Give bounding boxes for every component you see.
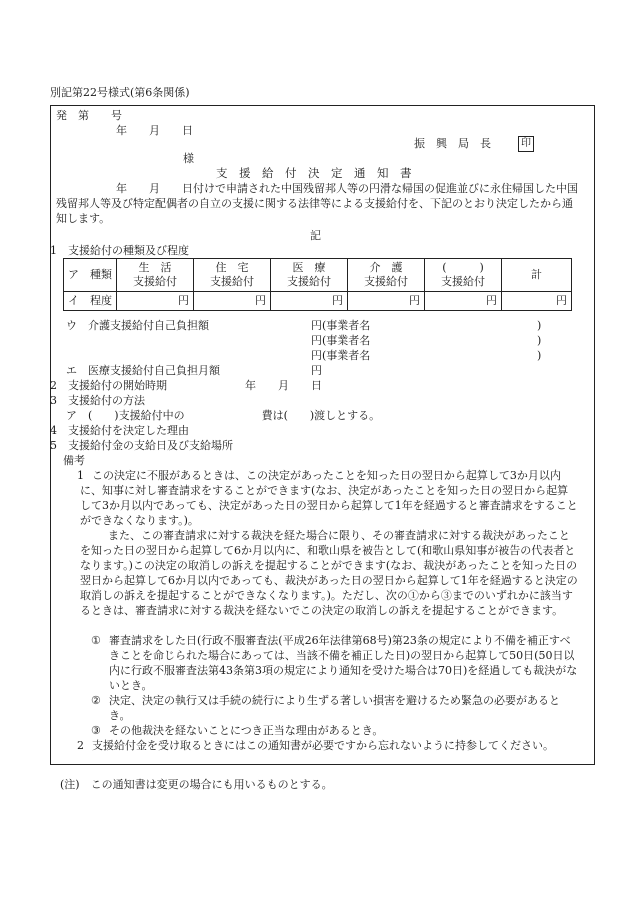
sub-item-3-text: その他裁決を経ないことにつき正当な理由があるとき。 xyxy=(109,724,384,737)
close-paren: ) xyxy=(537,349,542,362)
sub-item-number: ③ xyxy=(91,724,101,737)
section2-date: 年 月 日 xyxy=(245,379,322,392)
row-label-degree: イ 程度 xyxy=(64,292,117,311)
addressee-suffix: 様 xyxy=(183,152,194,165)
section5-heading: 5 支援給付金の支給日及び支給場所 xyxy=(50,439,233,452)
provider-line: 円(事業者名 xyxy=(311,334,371,347)
issuer: 振 興 局 長 xyxy=(414,137,491,150)
kinds-table xyxy=(63,258,572,311)
sub-item-2-text: 決定、決定の執行又は手続の続行により生ずる著しい損害を避けるため緊急の必要があるとき。 xyxy=(109,694,560,722)
medical-self-pay-value: 円 xyxy=(311,364,322,377)
intro-paragraph: 年 月 日付けで申請された中国残留邦人等の円滑な帰国の促進並びに永住帰国した中国残留邦人等及び特定配偶者の自立の支援に関する法律等による支援給付を、下記のとおり決定したから通知します。 xyxy=(56,182,578,225)
close-paren: ) xyxy=(537,334,542,347)
medical-self-pay-label: エ 医療支援給付自己負担月額 xyxy=(66,364,220,377)
section3-heading: 3 支援給付の方法 xyxy=(50,394,145,407)
yen-cell: 円 xyxy=(271,292,348,311)
remark-number: 2 xyxy=(77,739,84,752)
issue-number: 発 第 号 xyxy=(56,109,122,122)
yen-cell: 円 xyxy=(194,292,271,311)
yen-cell: 円 xyxy=(348,292,425,311)
sub-item-number: ① xyxy=(91,634,101,647)
provider-line: 円(事業者名 xyxy=(311,319,371,332)
section1-heading: 1 支援給付の種類及び程度 xyxy=(50,244,189,257)
sub-item-number: ② xyxy=(91,694,101,707)
close-paren: ) xyxy=(537,319,542,332)
kinds-row xyxy=(64,259,572,292)
col-livelihood: 生 活 支援給付 xyxy=(117,259,194,292)
sub-item-1-text: 審査請求をした日(行政不服審査法(平成26年法律第68号)第23条の規定により不備を補正すべきことを命じられた場合にあっては、当該不備を補正した日)の翌日から起算して50日(50日以内に行政不服審査法第43条第3項の規定により通知を受けた場合は70日)を経過しても裁決がないとき。 xyxy=(109,634,578,692)
section2-label: 2 支援給付の開始時期 xyxy=(50,379,167,392)
col-nursing: 介 護 支援給付 xyxy=(348,259,425,292)
remark-1-paragraph-1: この決定に不服があるときは、この決定があったことを知った日の翌日から起算して3か月以内に、知事に対し審査請求をすることができます(なお、決定があったことを知った日の翌日から起算して3か月以内であっても、決定があった日の翌日から起算して1年を経過すると審査請求をすることができなくなります。)。 xyxy=(80,469,578,527)
row-label-kind: ア 種類 xyxy=(64,259,117,292)
yen-cell: 円 xyxy=(425,292,502,311)
nursing-self-pay-label: ウ 介護支援給付自己負担額 xyxy=(66,319,209,332)
seal-mark: 印 xyxy=(518,136,534,152)
footer-note: (注) この通知書は変更の場合にも用いるものとする。 xyxy=(60,778,333,791)
col-other: ( ) 支援給付 xyxy=(425,259,502,292)
form-label: 別記第22号様式(第6条関係) xyxy=(50,86,190,99)
document-title: 支 援 給 付 決 定 通 知 書 xyxy=(216,166,412,180)
col-housing: 住 宅 支援給付 xyxy=(194,259,271,292)
remark-1-paragraph-2: また、この審査請求に対する裁決を経た場合に限り、その審査請求に対する裁決があったことを知った日の翌日から起算して6か月以内に、和歌山県を被告として(和歌山県知事が被告の代表者となります。)この決定の取消しの訴えを提起することができます(なお、裁決があったことを知った日の翌日から起算して6か月以内であっても、裁決があった日の翌日から起算して1年を経過すると決定の取消しの訴えを提起することができなくなります。)。ただし、次の①から③までのいずれかに該当するときは、審査請求に対する裁決を経ないでこの決定の取消しの訴えを提起することができます。 xyxy=(80,529,578,617)
remark-2-text: 支援給付金を受け取るときにはこの通知書が必要ですから忘れないように持参してください。 xyxy=(92,739,554,752)
issue-date: 年 月 日 xyxy=(116,124,193,137)
col-total: 計 xyxy=(502,259,572,292)
section3-line: ア ( )支援給付中の 費は( )渡しとする。 xyxy=(66,409,381,422)
section4-heading: 4 支援給付を決定した理由 xyxy=(50,424,189,437)
ki-label: 記 xyxy=(310,229,321,242)
yen-cell: 円 xyxy=(117,292,194,311)
remark-number: 1 xyxy=(77,469,84,482)
yen-cell: 円 xyxy=(502,292,572,311)
provider-line: 円(事業者名 xyxy=(311,349,371,362)
col-medical: 医 療 支援給付 xyxy=(271,259,348,292)
degree-row xyxy=(64,292,572,311)
remarks-heading: 備考 xyxy=(63,454,85,467)
